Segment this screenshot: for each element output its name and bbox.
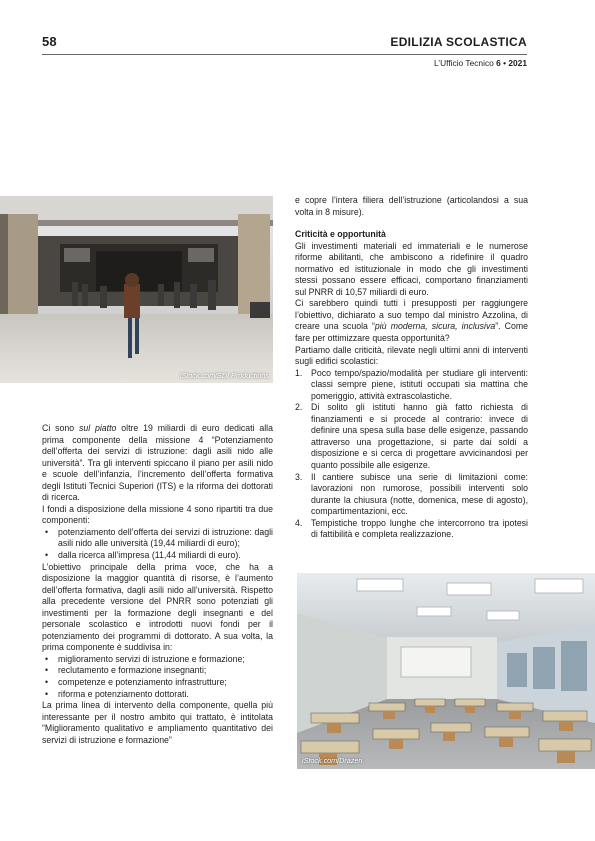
list-item: • dalla ricerca all’impresa (11,44 miliardi di euro). xyxy=(42,550,273,562)
list-item: • competenze e potenziamento infrastrutture; xyxy=(42,677,273,689)
page-number: 58 xyxy=(42,34,57,49)
photo-credit: iStock.com/Drazen xyxy=(302,756,363,765)
list-item: 1. Poco tempo/spazio/modalità per studiare gli interventi: classi sempre piene, istituti occupati sia mattina che pomeriggio, attività extrascolastiche. xyxy=(295,367,528,401)
paragraph: L’obiettivo principale della prima voce, che ha a disposizione la maggior quantità di risorse, è l’aumento dell’offerta formativa, dagli asili nido all’università. Rispetto alla precedente versione del PNRR sono potenziati gli investimenti per la formazione degli insegnanti e del personale scolastico e introdotti nuovi fondi per il potenziamento dei programmi di dottorato. A sua volta, la prima componente è suddivisa in: xyxy=(42,561,273,653)
publication-line xyxy=(434,58,527,68)
paragraph: I fondi a disposizione della missione 4 sono ripartiti tra due componenti: xyxy=(42,503,273,526)
right-column xyxy=(295,195,528,541)
paragraph: La prima linea di intervento della componente, quella più interessante per il nostro ambito qui trattato, è intitolata “Miglioramento qualitativo e ampliamento quantitativo dei servizi di istruzione e formazione” xyxy=(42,700,273,745)
photo-credit: iStock.com/SDI Productions xyxy=(179,371,269,380)
list-item: • reclutamento e formazione insegnanti; xyxy=(42,665,273,677)
list-item: • potenziamento dell’offerta dei servizi di istruzione: dagli asili nido alle università (19,44 miliardi di euro); xyxy=(42,527,273,550)
list-item: • miglioramento servizi di istruzione e formazione; xyxy=(42,654,273,666)
list-item: 4. Tempistiche troppo lunghe che intercorrono tra ipotesi di fattibilità e completa realizzazione. xyxy=(295,517,528,540)
emphasis: più moderna, sicura, inclusiva xyxy=(374,321,496,332)
intro-paragraph: Ci sono sul piatto oltre 19 miliardi di euro dedicati alla prima componente della missione 4 “Potenziamento dell’offerta dei servizi di istruzione: dagli asili nido alle università”. Tra gli interventi spiccano il piano per asili nido e scuole dell’infanzia, l’incremento dell’offerta formativa degli Istituti Tecnici Superiori (ITS) e la riforma dei dottorati di ricerca. xyxy=(42,423,273,503)
list-item: 2. Di solito gli istituti hanno già fatto richiesta di finanziamenti e si procede al contrario: invece di definire una spesa sulla base delle esigenze, passando attraverso una progettazione, si parte dai soldi a disposizione e si cerca di progettare avvicinandosi per quanto possibile alle esigenze. xyxy=(295,402,528,471)
paragraph: Partiamo dalle criticità, rilevate negli ultimi anni di interventi sugli edifici scolastici: xyxy=(295,344,528,367)
emphasis: sul piatto xyxy=(78,423,117,433)
school-entrance-illustration xyxy=(0,196,273,383)
publication-name: L’Ufficio Tecnico xyxy=(434,58,494,68)
section-title: EDILIZIA SCOLASTICA xyxy=(390,35,527,49)
list-item: • riforma e potenziamento dottorati. xyxy=(42,689,273,701)
issue-number: 6 • 2021 xyxy=(496,58,527,68)
subheading: Criticità e opportunità xyxy=(295,229,386,240)
left-column xyxy=(42,423,273,746)
paragraph: Gli investimenti materiali ed immateriali e le numerose riforme abilitanti, che ambiscono a ridefinire il quadro normativo ed istituzionale in modo che gli investimenti stessi possano essere efficaci, comportano finanziamenti sul PNRR di 10,57 miliardi di euro. xyxy=(295,240,528,297)
paragraph: e copre l’intera filiera dell’istruzione (articolandosi a sua volta in 8 misure). xyxy=(295,195,528,217)
classroom-photo xyxy=(297,573,595,769)
school-entrance-photo xyxy=(0,196,273,383)
classroom-illustration xyxy=(297,573,595,769)
list-item: 3. Il cantiere subisce una serie di limitazioni come: lavorazioni non rumorose, possibili interventi solo durante la chiusura (notte, domenica, mese di agosto), compartimentazioni, ecc. xyxy=(295,471,528,517)
paragraph: Ci sarebbero quindi tutti i presupposti per raggiungere l’obiettivo, dichiarato a suo tempo dal ministro Azzolina, di creare una scuola “più moderna, sicura, inclusiva”. Come fare per ottimizzare questa opportunità? xyxy=(295,298,528,344)
header-divider xyxy=(42,54,527,55)
